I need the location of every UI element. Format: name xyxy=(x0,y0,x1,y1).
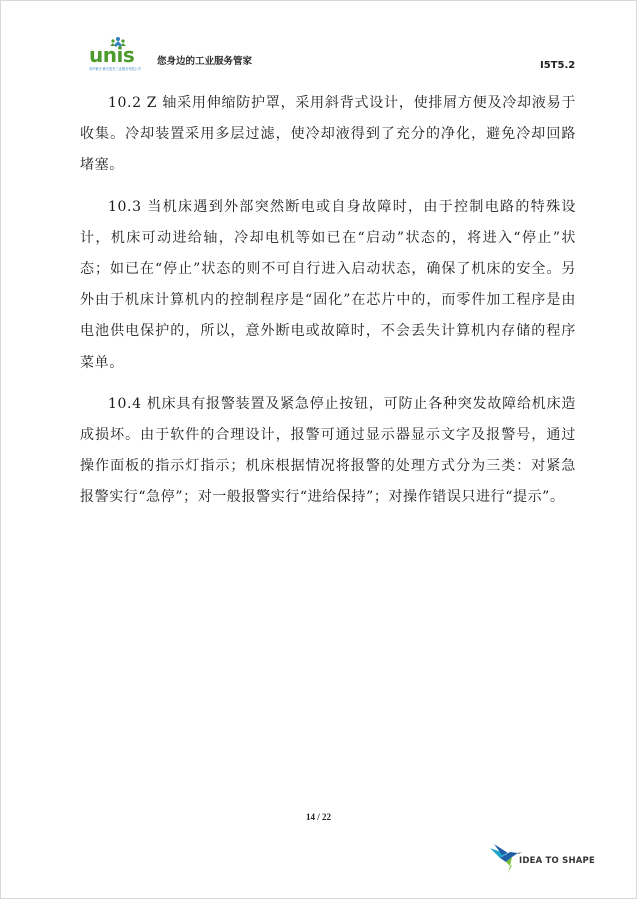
document-id: I5T5.2 xyxy=(540,60,576,71)
document-body xyxy=(80,88,576,524)
footer-tagline: IDEA TO SHAPE xyxy=(519,856,595,866)
header-slogan: 您身边的工业服务管家 xyxy=(157,56,253,67)
paragraph-10-2: 10.2 Z 轴采用伸缩防护罩，采用斜背式设计，使排屑方便及冷却液易于收集。冷却装置采用多层过滤，使冷却液得到了充分的净化，避免冷却回路堵塞。 xyxy=(80,95,576,174)
page-number: 14 / 22 xyxy=(305,812,331,822)
hummingbird-icon xyxy=(488,840,522,874)
unis-logo xyxy=(88,36,150,72)
logo-wordmark: unis xyxy=(89,43,135,67)
logo-subtext: 清华紫光·紫光股份工业服务有限公司 xyxy=(89,67,142,71)
paragraph-10-4: 10.4 机床具有报警装置及紧急停止按钮，可防止各种突发故障给机床造成损坏。由于软件的合理设计，报警可通过显示器显示文字及报警号，通过操作面板的指示灯指示；机床根据情况将报警的处理方式分为三类：对紧急报警实行“急停”；对一般报警实行“进给保持”；对操作错误只进行“提示”。 xyxy=(80,395,576,506)
paragraph-10-3: 10.3 当机床遇到外部突然断电或自身故障时，由于控制电路的特殊设计，机床可动进给轴，冷却电机等如已在“启动”状态的，将进入“停止”状态；如已在“停止”状态的则不可自行进入启动状态，确保了机床的安全。另外由于机床计算机内的控制程序是“固化”在芯片中的，而零件加工程序是由电池供电保护的，所以，意外断电或故障时，不会丢失计算机内存储的程序菜单。 xyxy=(80,198,576,371)
